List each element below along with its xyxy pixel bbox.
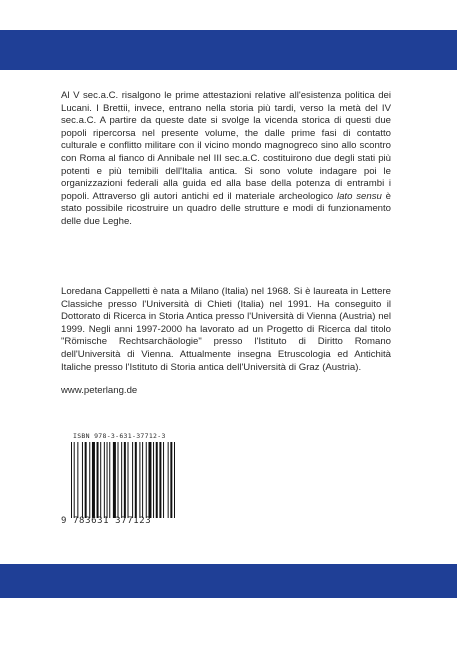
- top-color-band: [0, 30, 457, 70]
- description-text-start: Al V sec.a.C. risalgono le prime attestazioni relative all'esistenza politica dei Lucani. I Brettii, invece, entrano nella storia più tardi, verso la metà del IV sec.a.C. A partire da queste date si svolge la vicenda storica di questi due popoli ripercorsa nel presente volume, the dalle prime fasi di contatto culturale e conflitto militare con il vicino mondo magnogreco sino allo scontro con Roma al fianco di Annibale nel III sec.a.C. costituirono due degli stati più potenti e più temibili dell'Italia antica. Si sono volute indagare poi le organizzazioni federali alla guida ed alla base della potenza di entrambi i popoli. Attraverso gli autori antichi ed il materiale archeologico: [61, 90, 391, 202]
- barcode-bar-10: [107, 442, 108, 518]
- barcode-bar-25: [159, 442, 161, 518]
- book-description: [61, 90, 391, 229]
- barcode-bar-27: [168, 442, 169, 518]
- barcode-digits: 9 783631 377123: [61, 516, 152, 526]
- barcode-bar-7: [97, 442, 99, 518]
- barcode-bar-6: [92, 442, 95, 518]
- barcode-bar-8: [100, 442, 101, 518]
- barcode-bar-2: [77, 442, 78, 518]
- barcode-bar-11: [109, 442, 110, 518]
- barcode-bar-16: [128, 442, 129, 518]
- barcode-bar-5: [89, 442, 90, 518]
- barcode-bar-19: [139, 442, 140, 518]
- barcode-bar-17: [132, 442, 133, 518]
- barcode-bar-1: [74, 442, 75, 518]
- description-italic-phrase: lato sensu: [336, 190, 382, 202]
- barcode-bar-23: [153, 442, 154, 518]
- description-text-end: è stato possibile ricostruire un quadro delle strutture e modi di funzionamento delle due Leghe.: [61, 190, 391, 227]
- barcode-bar-0: [71, 442, 72, 518]
- barcode-bar-14: [121, 442, 122, 518]
- barcode-bar-15: [124, 442, 126, 518]
- barcode-bar-3: [82, 442, 83, 518]
- barcode-bars: [71, 442, 177, 518]
- barcode-bar-21: [146, 442, 147, 518]
- publisher-url: www.peterlang.de: [61, 385, 138, 396]
- isbn-barcode: [61, 432, 186, 528]
- barcode-bar-9: [104, 442, 105, 518]
- barcode-bar-13: [118, 442, 119, 518]
- barcode-bar-4: [85, 442, 87, 518]
- barcode-bar-18: [135, 442, 137, 518]
- barcode-bar-12: [113, 442, 116, 518]
- bottom-color-band: [0, 564, 457, 598]
- author-biography: Loredana Cappelletti è nata a Milano (Italia) nel 1968. Si è laureata in Lettere Classiche presso l'Università di Chieti (Italia) nel 1991. Ha conseguito il Dottorato di Ricerca in Storia Antica presso l'Università di Vienna (Austria) nel 1999. Negli anni 1997-2000 ha lavorato ad un Progetto di Ricerca dal titolo "Römische Rechtsarchäologie" presso l'Istituto di Diritto Romano dell'Università di Vienna. Attualmente insegna Etruscologia ed Antichità Italiche presso l'Istituto di Storia antica dell'Università di Graz (Austria).: [61, 286, 391, 373]
- barcode-bar-22: [148, 442, 151, 518]
- barcode-bar-20: [142, 442, 143, 518]
- barcode-bar-26: [163, 442, 164, 518]
- barcode-bar-28: [170, 442, 172, 518]
- isbn-label: ISBN 978-3-631-37712-3: [73, 432, 166, 440]
- barcode-bar-24: [156, 442, 158, 518]
- barcode-bar-29: [174, 442, 175, 518]
